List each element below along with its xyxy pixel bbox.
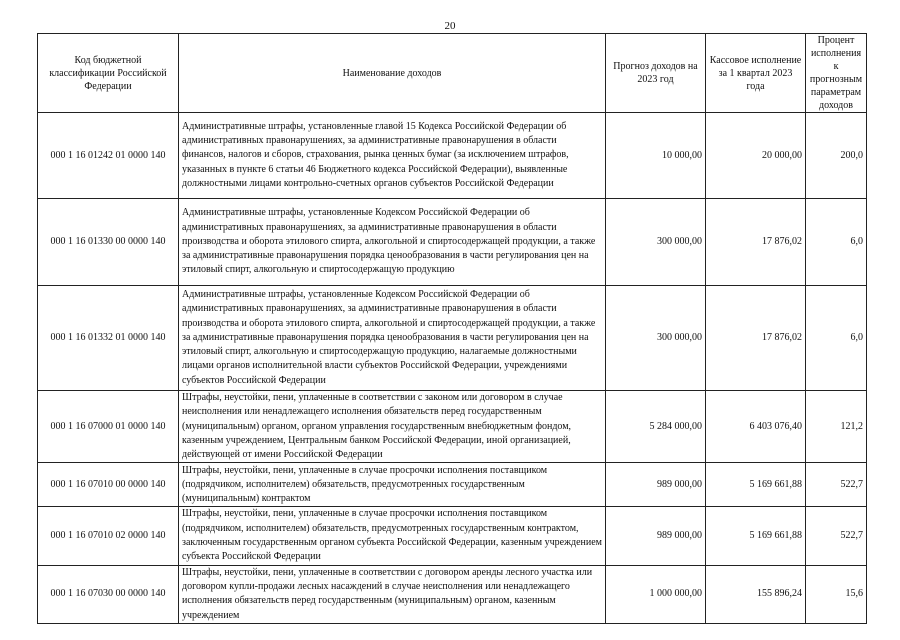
column-header-name: Наименование доходов [179,34,606,113]
table-row [38,286,867,391]
header-row [38,34,867,113]
column-header-code: Код бюджетной классификации Российской Федерации [38,34,179,113]
forecast-cell: 5 284 000,00 [606,391,706,463]
revenue-name-cell: Штрафы, неустойки, пени, уплаченные в случае просрочки исполнения поставщиком (подрядчиком, исполнителем) обязательств, предусмотренных государственным контрактом, заключенным государственным органом субъекта Российской Федерации, казенным учреждением субъекта Российской Федерации [179,507,606,565]
percent-cell: 522,7 [806,507,867,565]
table-body [38,113,867,624]
forecast-cell: 300 000,00 [606,199,706,286]
revenue-name-cell: Административные штрафы, установленные Кодексом Российской Федерации об административных правонарушениях, за административные правонарушения в области производства и оборота этилового спирта, алкогольной и спиртосодержащей продукции, а также за административные правонарушения порядка ценообразования в части регулирования цен на этиловый спирт, алкогольную и спиртосодержащую продукцию, налагаемые должностными лицами органов исполнительной власти субъектов Российской Федерации, учреждениями субъектов Российской Федерации [179,286,606,391]
forecast-cell: 10 000,00 [606,113,706,199]
table-header [38,34,867,113]
budget-code-cell: 000 1 16 07000 01 0000 140 [38,391,179,463]
revenue-table [37,33,867,624]
budget-code-cell: 000 1 16 01242 01 0000 140 [38,113,179,199]
forecast-cell: 300 000,00 [606,286,706,391]
actual-cell: 5 169 661,88 [706,507,806,565]
budget-code-cell: 000 1 16 07010 02 0000 140 [38,507,179,565]
revenue-name-cell: Административные штрафы, установленные главой 15 Кодекса Российской Федерации об административных правонарушениях, за административные правонарушения в области финансов, налогов и сборов, страхования, рынка ценных бумаг (за исключением штрафов, указанных в пункте 6 статьи 46 Бюджетного кодекса Российской Федерации), выявленные должностными лицами контрольно-счетных органов субъектов Российской Федерации [179,113,606,199]
table-row [38,113,867,199]
forecast-cell: 989 000,00 [606,507,706,565]
actual-cell: 20 000,00 [706,113,806,199]
column-header-actual: Кассовое исполнение за 1 квартал 2023 года [706,34,806,113]
table-row [38,463,867,507]
page-number: 20 [444,20,456,32]
column-header-percent: Процент исполнения к прогнозным параметрам доходов [806,34,867,113]
percent-cell: 6,0 [806,199,867,286]
budget-code-cell: 000 1 16 01330 00 0000 140 [38,199,179,286]
percent-cell: 200,0 [806,113,867,199]
percent-cell: 15,6 [806,565,867,623]
actual-cell: 17 876,02 [706,286,806,391]
percent-cell: 6,0 [806,286,867,391]
revenue-name-cell: Штрафы, неустойки, пени, уплаченные в случае просрочки исполнения поставщиком (подрядчиком, исполнителем) обязательств, предусмотренных государственным (муниципальным) контрактом [179,463,606,507]
budget-code-cell: 000 1 16 07010 00 0000 140 [38,463,179,507]
forecast-cell: 1 000 000,00 [606,565,706,623]
revenue-name-cell: Административные штрафы, установленные Кодексом Российской Федерации об административных правонарушениях, за административные правонарушения в области производства и оборота этилового спирта, алкогольной и спиртосодержащей продукции, а также за административные правонарушения порядка ценообразования в части регулирования цен на этиловый спирт, алкогольную и спиртосодержащую продукцию [179,199,606,286]
percent-cell: 522,7 [806,463,867,507]
actual-cell: 155 896,24 [706,565,806,623]
percent-cell: 121,2 [806,391,867,463]
table-row [38,199,867,286]
table-row [38,507,867,565]
table-row [38,391,867,463]
revenue-name-cell: Штрафы, неустойки, пени, уплаченные в соответствии с договором аренды лесного участка или договором купли-продажи лесных насаждений в случае неисполнения или ненадлежащего исполнения обязательств перед государственным (муниципальным) органом, казенным учреждением [179,565,606,623]
table-row [38,565,867,623]
column-header-forecast: Прогноз доходов на 2023 год [606,34,706,113]
actual-cell: 6 403 076,40 [706,391,806,463]
revenue-name-cell: Штрафы, неустойки, пени, уплаченные в соответствии с законом или договором в случае неисполнения или ненадлежащего исполнения обязательств перед государственным (муниципальным) органом, органом управления государственным внебюджетным фондом, казенным учреждением, Центральным банком Российской Федерации, иной организацией, действующей от имени Российской Федерации [179,391,606,463]
actual-cell: 17 876,02 [706,199,806,286]
forecast-cell: 989 000,00 [606,463,706,507]
budget-code-cell: 000 1 16 01332 01 0000 140 [38,286,179,391]
actual-cell: 5 169 661,88 [706,463,806,507]
budget-code-cell: 000 1 16 07030 00 0000 140 [38,565,179,623]
